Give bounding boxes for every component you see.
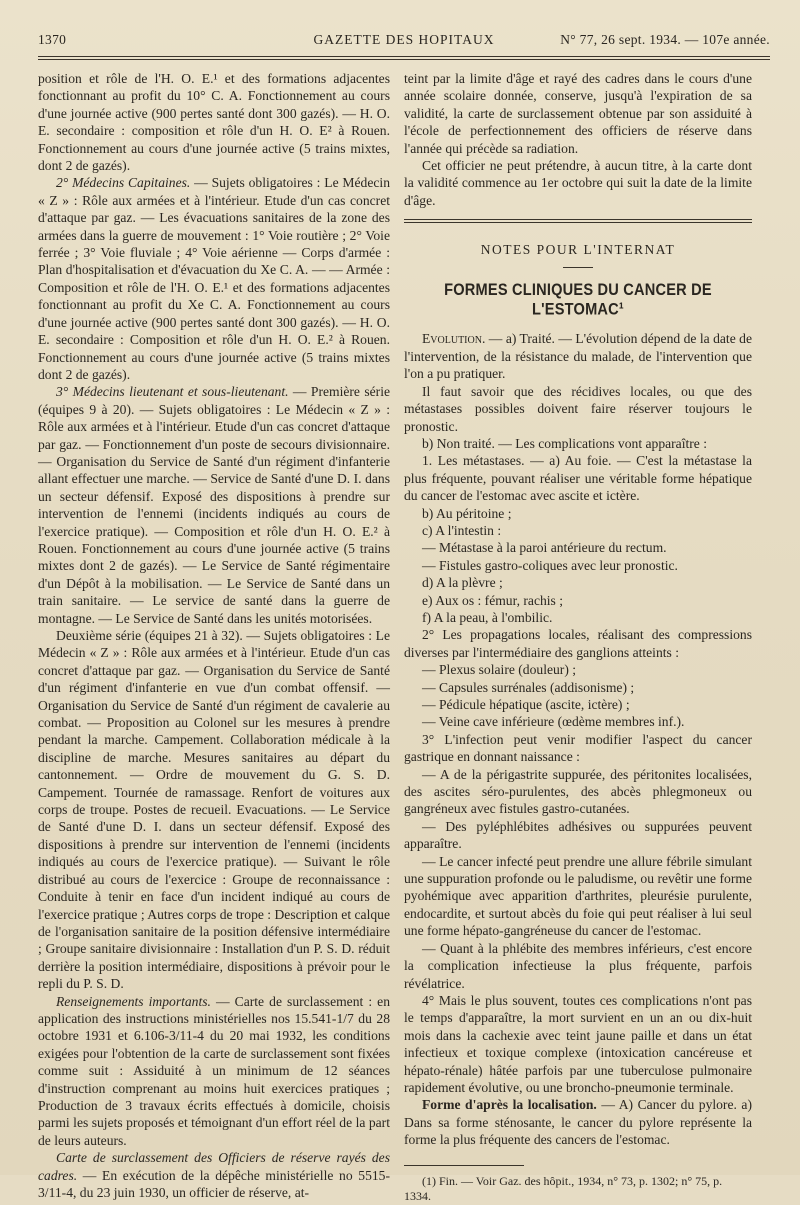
list-item: f) A la peau, à l'ombilic. <box>422 609 553 625</box>
section-divider <box>404 219 752 220</box>
issue-info: N° 77, 26 sept. 1934. — 107e année. <box>560 32 770 47</box>
paragraph: Forme d'après la localisation. — A) Cancer du pylore. a) Dans sa forme sténosante, le cancer du pylore représente la forme la plus fréquente des cancers de l'estomac. <box>404 1097 752 1148</box>
article-title: FORMES CLINIQUES DU CANCER DE L'ESTOMAC¹ <box>444 281 712 320</box>
paragraph: teint par la limite d'âge et rayé des cadres dans le cours d'une année scolaire donnée, conserve, jusqu'à l'expiration de sa validité, la carte de surclassement obtenue par son assiduité à l'école de perfectionnement des officiers de réserve dans l'année qui précède sa radiation. <box>404 71 752 156</box>
list-item: — Pédicule hépatique (ascite, ictère) ; <box>422 697 630 712</box>
paragraph: 4° Mais le plus souvent, toutes ces complications n'ont pas le temps d'apparaître, la mort survient en un an ou dix-huit mois dans la cachexie avec teint jaune paille et dans un état infectieux et toxique complexe (intoxication cancéreuse et hépato-rénale) hâtée parfois par une tuberculose pulmonaire rapidement évolutive, ou une broncho-pneumonie terminale. <box>404 992 752 1095</box>
header-rule-2 <box>38 59 770 60</box>
left-column <box>38 70 390 1201</box>
paragraph: b) Non traité. — Les complications vont apparaître : <box>422 435 708 451</box>
paragraph: Cet officier ne peut prétendre, à aucun titre, à la carte dont la validité commence au 1er octobre qui suit la date de la limite d'âge. <box>404 158 752 208</box>
paragraph: 3° L'infection peut venir modifier l'aspect du cancer gastrique en donnant naissance : <box>404 731 752 765</box>
list-item: — Plexus solaire (douleur) ; <box>422 662 577 678</box>
list-item: — Des pyléphlébites adhésives ou suppurées peuvent apparaître. <box>404 818 752 852</box>
list-item: — Métastase à la paroi antérieure du rectum. <box>422 540 667 556</box>
right-column <box>404 70 752 1205</box>
paragraph: Deuxième série (équipes 21 à 32). — Sujets obligatoires : Le Médecin « Z » : Rôle aux armées et à l'intérieur. Etude d'un cas concret d'attaque par gaz. — Organisation du Service de Santé d'un régiment d'infanterie en vue d'un combat offensif. — Organisation du Service de Santé d'un régiment de cavalerie au combat. — Proposition au Colonel sur les mesures à prendre pendant la marche. Campement. Collaboration médicale à la discipline de marche. Mesures sanitaires au départ du cantonnement. — Ordre de mouvement du G. S. D. Campement. Tournée de ramassage. Renfort de voitures aux corps de troupe. Postes de recueil. Evacuations. — Le Service de Santé d'une D. I. dans un secteur défensif. Exposé des dispositions à prendre sur intervention de l'ennemi (incidents indiqués au cours de l'exercice pratique). — Suivant le rôle distribué au cours de l'exercice : Groupe de reconnaissance : Conduite à tenir en face d'un incident indiqué au cours de l'exercice pratique ; Autres corps de trope : Description et calque de l'organisation sanitaire de la position défensive intermédiaire ; Groupe sanitaire divisionnaire : Installation d'un P. S. D. réduit derrière la position intermédiaire, dispositions à prévoir pour le repli du P. S. D. <box>38 628 390 992</box>
list-item: b) Au péritoine ; <box>422 505 512 521</box>
paragraph: 3° Médecins lieutenant et sous-lieutenant. — Première série (équipes 9 à 20). — Sujets obligatoires : Le Médecin « Z » : Rôle aux armées et à l'intérieur. Etude d'un cas concret d'attaque par gaz. — Fonctionnement d'un poste de secours divisionnaire. — Organisation du Service de Santé d'un régiment d'infanterie allant effectuer une marche. — Service de Santé d'une D. I. dans un secteur défensif. Exposé des dispositions à prendre sur intervention de l'ennemi (incidents indiqués au cours de l'exercice pratique). — Composition et rôle d'un H. O. E.² à Rouen. Fonctionnement au cours d'une journée active (5 trains mixtes dont 2 de gazés). — Le Service de Santé régimentaire d'un Dépôt à la mobilisation. — Le Service de Santé dans un train sanitaire. — Le service de santé dans la guerre de montagne. — Le Service de Santé dans les unités motorisées. <box>38 384 391 626</box>
list-item: c) A l'intestin : <box>422 522 502 538</box>
list-item: — Fistules gastro-coliques avec leur pronostic. <box>422 557 678 573</box>
running-header <box>38 30 770 52</box>
list-item: — A de la périgastrite suppurée, des péritonites localisées, des ascites séro-purulentes, des abcès phlegmoneux ou gangréneux avec fistules gastro-cutanées. <box>404 766 752 817</box>
list-item: — Veine cave inférieure (œdème membres inf.). <box>422 714 685 730</box>
section-title: NOTES POUR L'INTERNAT <box>480 242 676 258</box>
paragraph: 2° Les propagations locales, réalisant des compressions diverses par l'intermédiaire des ganglions atteints : <box>404 627 752 660</box>
journal-title: GAZETTE DES HOPITAUX <box>313 32 495 47</box>
section-divider-2 <box>404 222 752 223</box>
paragraph: 1. Les métastases. — a) Au foie. — C'est la métastase la plus fréquente, pouvant réaliser une véritable forme hépatique du cancer de l'estomac avec ascite et ictère. <box>404 453 752 504</box>
paragraph: Carte de surclassement des Officiers de réserve rayés des cadres. — En exécution de la dépêche ministérielle no 5515-3/11-4, du 23 juin 1930, un officier de réserve, at- <box>38 1150 390 1200</box>
paragraph: 2° Médecins Capitaines. — Sujets obligatoires : Le Médecin « Z » : Rôle aux armées et à l'intérieur. Etude d'un cas concret d'attaque par gaz. — Les évacuations sanitaires de la zone des armées dans la guerre de mouvement : 1° Voie routière ; 2° Voie ferrée ; 3° Voie fluviale ; 4° Voie aérienne — Corps d'armée : Plan d'hospitalisation et d'évacuation du Xe C. A. — — Armée : Composition et rôle de l'H. O. E.¹ et des formations adjacentes fonctionnant au profit du Xe C. A. Fonctionnement au cours d'une journée active (900 pertes santé dont 300 gazés). — H. O. E. secondaire : Composition et rôle d'un H. O. E.² à Rouen. Fonctionnement au cours d'une journée active (5 trains mixtes dont 2 de gazés). <box>38 175 390 382</box>
footnote: (1) Fin. — Voir Gaz. des hôpit., 1934, n° 73, p. 1302; n° 75, p. 1334. <box>404 1173 723 1204</box>
paragraph: Evolution. — a) Traité. — L'évolution dépend de la date de l'intervention, de la résistance du malade, de l'intervention que l'on a pu pratiquer. <box>404 331 752 382</box>
list-item: d) A la plèvre ; <box>422 575 503 591</box>
list-item: — Le cancer infecté peut prendre une allure fébrile simulant une suppuration profonde ou le paludisme, ou revêtir une forme pyohémique avec apparition d'arthrites, pleurésie purulente, endocardite, et surtout abcès du foie qui peut réaliser à lui seul une forme hépato-gangréneuse du cancer de l'estomac. <box>404 853 752 939</box>
list-item: — Quant à la phlébite des membres inférieurs, c'est encore la complication infectieuse la plus fréquente, parfois révélatrice. <box>404 940 752 991</box>
list-item: — Capsules surrénales (addisonisme) ; <box>422 679 635 695</box>
header-rule <box>38 56 770 57</box>
paragraph: Il faut savoir que des récidives locales, ou que des métastases possibles doivent faire réserver toujours le pronostic. <box>404 383 752 434</box>
short-rule <box>563 267 593 268</box>
footnote-rule <box>404 1165 524 1166</box>
paragraph: Renseignements importants. — Carte de surclassement : en application des instructions ministérielles nos 15.541-1/7 du 28 octobre 1931 et 6.106-3/11-4 du 20 mai 1932, les conditions exigées pour l'obtention de la carte de surclassement sont fixées comme suit : Assiduité à un minimum de 12 séances d'instruction comprenant au moins huit exercices pratiques ; Production de 3 travaux écrits effectués à domicile, choisis parmi les sujets proposés et témoignant d'un effort réel de la part de leurs auteurs. <box>38 993 390 1148</box>
list-item: e) Aux os : fémur, rachis ; <box>422 592 564 608</box>
paragraph: position et rôle de l'H. O. E.¹ et des formations adjacentes fonctionnant au profit du 10° C. A. Fonctionnement au cours d'une journée active (900 pertes santé dont 300 gazés). — H. O. E. secondaire : composition et rôle d'un H. O. E² à Rouen. Fonctionnement au cours d'une journée active (5 trains mixtes, dont 2 de gazés). <box>38 71 390 174</box>
page-number: 1370 <box>38 32 67 47</box>
